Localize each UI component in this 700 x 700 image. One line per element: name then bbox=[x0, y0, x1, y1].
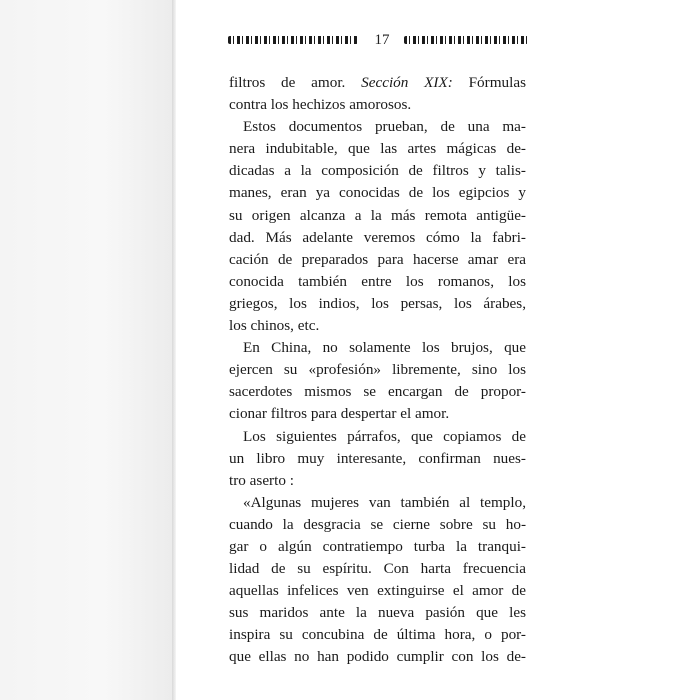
text-line bbox=[229, 381, 526, 403]
text-run: ejercen su «profesión» libremente, sino los bbox=[229, 361, 526, 379]
text-run: un libro muy interesante, confirman nues- bbox=[229, 449, 526, 467]
text-run: sus maridos ante la nueva pasión que les bbox=[229, 604, 526, 622]
body-text bbox=[229, 72, 526, 669]
text-run: tro aserto : bbox=[229, 471, 294, 489]
text-run: contra los hechizos amorosos. bbox=[229, 96, 412, 114]
text-line bbox=[229, 558, 526, 580]
text-line bbox=[229, 315, 526, 337]
header-ornament-left-icon bbox=[228, 36, 358, 44]
text-run: su origen alcanza a la más remota antigüe- bbox=[229, 206, 526, 224]
text-line bbox=[229, 580, 526, 602]
text-run: dicadas a la composición de filtros y talis- bbox=[229, 162, 526, 180]
running-header bbox=[228, 30, 528, 50]
text-line bbox=[229, 182, 526, 204]
text-line bbox=[229, 94, 526, 116]
header-ornament-right-icon bbox=[404, 36, 528, 44]
text-run: lidad de su espíritu. Con harta frecuencia bbox=[229, 560, 526, 578]
text-line bbox=[229, 293, 526, 315]
text-line bbox=[229, 337, 526, 359]
text-run: manes, eran ya conocidas de los egipcios y bbox=[229, 184, 526, 202]
text-line bbox=[229, 359, 526, 381]
text-line bbox=[229, 249, 526, 271]
text-line bbox=[229, 138, 526, 160]
italic-text-run: Sección XIX: bbox=[361, 74, 453, 91]
text-run: griegos, los indios, los persas, los árabes, bbox=[229, 294, 526, 312]
text-run: sacerdotes mismos se encargan de propor- bbox=[229, 383, 526, 401]
text-run: cación de preparados para hacerse amar era bbox=[229, 250, 526, 268]
text-run: Estos documentos prueban, de una ma- bbox=[243, 118, 526, 136]
text-run: aquellas infelices ven extinguirse el amor de bbox=[229, 582, 526, 600]
text-line bbox=[229, 492, 526, 514]
text-line bbox=[229, 271, 526, 293]
text-run: «Algunas mujeres van también al templo, bbox=[243, 493, 526, 511]
text-run: Los siguientes párrafos, que copiamos de bbox=[243, 427, 526, 445]
text-run: que ellas no han podido cumplir con los de- bbox=[229, 648, 526, 666]
text-line bbox=[229, 470, 526, 492]
page-number: 17 bbox=[374, 32, 390, 48]
text-run: los chinos, etc. bbox=[229, 317, 320, 335]
text-line bbox=[229, 602, 526, 624]
text-run: nera indubitable, que las artes mágicas de- bbox=[229, 140, 526, 158]
text-line bbox=[229, 227, 526, 249]
text-line bbox=[229, 72, 526, 94]
text-run: conocida también entre los romanos, los bbox=[229, 272, 526, 290]
text-line bbox=[229, 426, 526, 448]
gutter-edge bbox=[172, 0, 176, 700]
text-line bbox=[229, 536, 526, 558]
text-run: cionar filtros para despertar el amor. bbox=[229, 405, 450, 423]
text-run: Fórmulas bbox=[452, 74, 526, 91]
text-run: gar o algún contratiempo turba la tranqui- bbox=[229, 537, 526, 555]
text-line bbox=[229, 116, 526, 138]
text-line bbox=[229, 448, 526, 470]
text-run: En China, no solamente los brujos, que bbox=[243, 339, 526, 357]
text-run: inspira su concubina de última hora, o por- bbox=[229, 626, 526, 644]
text-line bbox=[229, 403, 526, 425]
text-line bbox=[229, 160, 526, 182]
page-gutter bbox=[0, 0, 172, 700]
text-line bbox=[229, 624, 526, 646]
text-line bbox=[229, 646, 526, 668]
text-run: filtros de amor. bbox=[229, 74, 362, 91]
text-run: cuando la desgracia se cierne sobre su ho- bbox=[229, 515, 526, 533]
text-line bbox=[229, 205, 526, 227]
text-line bbox=[229, 514, 526, 536]
text-run: dad. Más adelante veremos cómo la fabri- bbox=[229, 228, 526, 246]
